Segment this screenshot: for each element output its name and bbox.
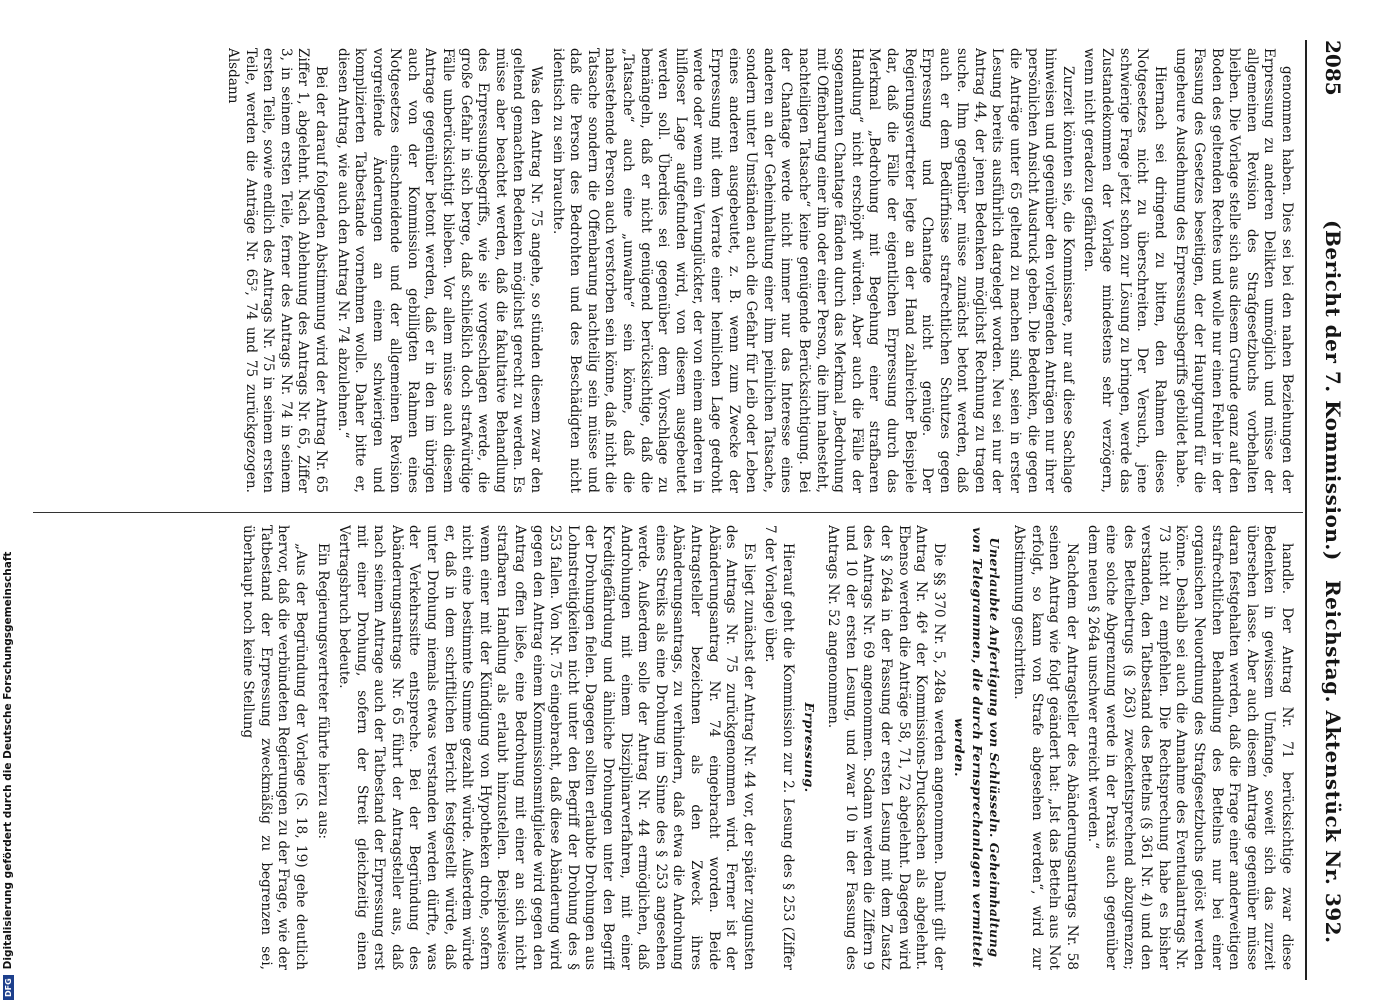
paragraph: Zurzeit könnten sie, die Kommissare, nur auf diese Sachlage hinweisen und gegenüber den vorliegenden Anträgen nur ihrer persönlichen Ansicht Ausdruck geben. Die Bedenken, die gegen die Anträge unter 65 geltend zu machen sind, seien in erster Lesung bereits ausführlich dargelegt worden. Neu sei nur der Antrag 44, der jenen Bedenken möglichst Rechnung zu tragen suche. Ihm gegenüber müsse zunächst betont werden, daß auch er dem Bedürfnisse strafrechtlichen Schutzes gegen Erpressung und Chantage nicht genüge. Der Regierungsvertreter legte an der Hand zahlreicher Beispiele dar, daß die Fälle der eigentlichen Erpressung durch das Merkmal „Bedrohung mit Begehung einer strafbaren Handlung“ nicht erschöpft würden. Aber auch die Fälle der sogenannten Chantage fänden durch das Merkmal „Bedrohung mit Offenbarung einer ihn oder einer Person, die ihm nahesteht, nachteiligen Tatsache“ keine genügende Berücksichtigung. Bei der Chantage werde nicht immer nur das Interesse eines anderen an der Geheimhaltung einer ihm peinlichen Tatsache, sondern unter Umständen auch die Gefahr für Leib oder Leben eines anderen ausgebeutet, z. B. wenn zum Zwecke der Erpressung mit dem Verrate einer heimlichen Lage gedroht werde oder wenn ein Verunglückter, der von einem anderen in hilfloser Lage aufgefunden wird, von diesem ausgebeutet werden soll. Überdies sei gegenüber dem Vorschlage zu bemängeln, daß er nicht genügend berücksichtige, daß die „Tatsache“ auch eine „unwahre“ sein könne, daß die nahestehende Person auch verstorben sein könne, daß nicht die Tatsache sondern die Offenbarung nachteilig sein müsse und daß die Person des Bedrohten und des Beschädigten nicht identisch zu sein brauchte. xyxy=(549,48,1076,493)
document-title: Reichstag. Aktenstück Nr. 392. xyxy=(1321,580,1345,944)
section-heading: Erpressung. xyxy=(801,702,817,793)
paragraph: „Aus der Begründung der Vorlage (S. 18, 19) gehe deutlich hervor, daß die verbündeten Regierungen zu der Frage, wie der Tatbestand der Erpressung zweckmäßig zu begrenzen sei, überhaupt noch keine Stellung xyxy=(240,525,309,970)
paragraph: Hiernach sei dringend zu bitten, den Rahmen dieses Notgesetzes nicht zu überschreiten. Der Versuch, jene schwierige Frage jetzt schon zur Lösung zu bringen, werde das Zustandekommen der Vorlage mindestens sehr verzögern, wenn nicht geradezu gefährden. xyxy=(1081,48,1168,493)
paragraph: genommen haben. Dies sei bei den nahen Beziehungen der Erpressung zu anderen Delikten unmöglich und müsse der allgemeinen Revision des Strafgesetzbuchs vorbehalten bleiben. Die Vorlage stelle sich aus diesem Grunde ganz auf den Boden des geltenden Rechtes und wolle nur einen Fehler in der Fassung des Gesetzes beseitigen, der der Hauptgrund für die ungeheure Ausdehnung des Erpressungsbegriffs gebildet habe. xyxy=(1173,48,1295,493)
text-column-left xyxy=(45,48,1295,493)
paragraph: Ein Regierungsvertreter führte hierzu aus: xyxy=(314,543,331,840)
page-header xyxy=(1303,40,1345,985)
section-heading: Unerlaubte Anfertigung von Schlüsseln. Geheimhaltung von Telegrammen, die durch Fernsprechanlagen vermittelt werden. xyxy=(952,527,1003,968)
paragraph: Hierauf geht die Kommission zur 2. Lesung des § 253 (Ziffer 7 der Vorlage) über. xyxy=(762,525,796,970)
text-column-right xyxy=(45,525,1295,970)
paragraph: Bei der darauf folgenden Abstimmung wird der Antrag Nr. 65 Ziffer 1, abgelehnt. Nach Ablehnung des Antrags Nr. 65, Ziffer 3, in seinem ersten Teile, ferner des Antrags Nr. 74 in seinem ersten Teile, sowie endlich des Antrags Nr. 75 in seinem ersten Teile, werden die Anträge Nr. 65², 74 und 75 zurückgezogen. Alsdann xyxy=(224,48,329,493)
header-rule xyxy=(1305,40,1307,980)
page-number: 2085 xyxy=(1321,40,1345,96)
report-title: (Bericht der 7. Kommission.) xyxy=(1321,220,1345,561)
paragraph: Die §§ 370 Nr. 5, 248a werden angenommen. Damit gilt der Antrag Nr. 46⁴ der Kommissions-Drucksachen als abgelehnt. Ebenso werden die Anträge 58, 71, 72 abgelehnt. Dagegen wird der § 264a in der Fassung der ersten Lesung mit dem Zusatz des Antrags Nr. 69 angenommen. Sodann werden die Ziffern 9 und 10 der ersten Lesung, und zwar 10 in der Fassung des Antrags Nr. 52 angenommen. xyxy=(825,525,947,970)
dfg-logo: DFG xyxy=(3,975,14,1000)
column-divider xyxy=(33,512,1303,513)
paragraph: handle. Der Antrag Nr. 71 berücksichtige zwar diese Bedenken in gewissem Umfange, soweit sich das zurzeit übersehen lasse. Aber auch diesem Antrage gegenüber müsse daran festgehalten werden, daß die Frage einer anderweitigen strafrechtlichen Behandlung des Bettelns nur bei einer organischen Neuordnung des Strafgesetzbuchs gelöst werden könne. Deshalb sei auch die Annahme des Eventualantrags Nr. 73 nicht zu empfehlen. Die Rechtsprechung habe es bisher verstanden, den Tatbestand des Bettelns (§ 361 Nr. 4) und den des Bettelbetrugs (§ 263) zweckentsprechend abzugrenzen; eine solche Abgrenzung werde in der Praxis auch gegenüber dem neuen § 264a unschwer erreicht werden.“ xyxy=(1085,525,1295,970)
digitization-credit xyxy=(2,0,14,1000)
paragraph: Was den Antrag Nr. 75 angehe, so stünden diesem zwar den geltend gemachten Bedenken möglichst gerecht zu werden. Es müsse aber beachtet werden, daß die fakultative Behandlung des Erpressungsbegriffs, wie sie vorgeschlagen werde, die große Gefahr in sich berge, daß schließlich doch strafwürdige Fälle unberücksichtigt blieben. Vor allem müsse auch diesem Antrage gegenüber betont werden, daß er in den im übrigen auch von der Kommission gebilligten Rahmen eines Notgesetzes einschneidende und der allgemeinen Revision vorgreifende Änderungen an einem schwierigen und komplizierten Tatbestande vornehmen wolle. Daher bitte er, diesen Antrag, wie auch den Antrag Nr. 74 abzulehnen.“ xyxy=(334,48,545,493)
credit-text: Digitalisierung gefördert durch die Deutsche Forschungsgemeinschaft xyxy=(2,551,14,970)
paragraph: Es liegt zunächst der Antrag Nr. 44 vor, der später zugunsten des Antrags Nr. 75 zurückgenommen wird. Ferner ist der Abänderungsantrag Nr. 74 eingebracht worden. Beide Antragsteller bezeichnen als den Zweck ihres Abänderungsantrags, zu verhindern, daß etwa die Androhung eines Streiks als eine Drohung im Sinne des § 253 angesehen werde. Außerdem solle der Antrag Nr. 44 ermöglichen, daß Androhungen mit einem Disziplinarverfahren, mit einer Kreditgefährdung und ähnliche Drohungen unter den Begriff der Drohungen fielen. Dagegen sollten erlaubte Drohungen aus Lohnstreitigkeiten nicht unter den Begriff der Drohung des § 253 fallen. Von Nr. 75 eingebracht, daß diese Abänderung wird gegen den Antrag einem Kommissionsmitgliede wird gegen den Antrag offen ließe, eine Bedrohung mit einer an sich nicht strafbaren Handlung als erlaubt hinzustellen. Beispielsweise wenn einer mit der Kündigung von Hypotheken drohe, sofern nicht eine bestimmte Summe gezahlt würde. Außerdem würde er, daß in dem schriftlichen Bericht festgestellt würde, daß unter Drohung niemals etwas verstanden werden dürfte, was der Verkehrssitte entspreche. Bei der Begründung des Abänderungsantrags Nr. 65 führt der Antragsteller aus, daß nach seinem Antrage auch der Tatbestand der Erpressung erst mit einer Drohung, sofern der Streit gleichzeitig einen Vertragsbruch bedeute. xyxy=(336,525,757,970)
paragraph: Nachdem der Antragsteller des Abänderungsantrags Nr. 58 seinen Antrag wie folgt geändert hat: „Ist das Betteln aus Not erfolgt, so kann von Strafe abgesehen werden“, wird zur Abstimmung geschritten. xyxy=(1011,525,1080,970)
